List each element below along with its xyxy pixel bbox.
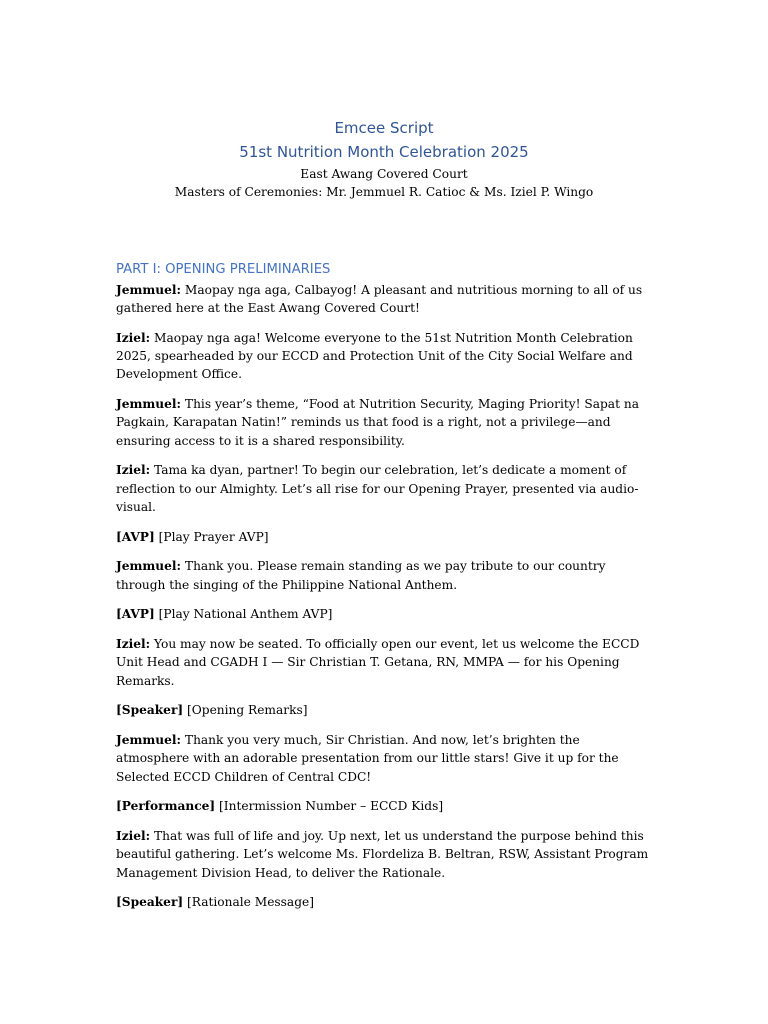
cue-label: [Speaker] [116,895,184,910]
script-body [116,260,656,923]
script-line [116,731,656,786]
script-text: Thank you. Please remain standing as we pay tribute to our country through the singing of the Philippine National Anthem. [116,559,606,592]
cue-line [116,893,656,911]
speaker-label: Jemmuel: [116,397,182,412]
cue-label: [Speaker] [116,703,184,718]
cue-line [116,701,656,719]
script-text: Maopay nga aga! Welcome everyone to the 51st Nutrition Month Celebration 2025, spearheaded by our ECCD and Protection Unit of the City Social Welfare and Development Office. [116,331,633,382]
cue-text: [Opening Remarks] [183,703,308,718]
script-text: Tama ka dyan, partner! To begin our celebration, let’s dedicate a moment of reflection to our Almighty. Let’s all rise for our Opening Prayer, presented via audio-visual. [116,463,639,514]
speaker-label: Iziel: [116,331,151,345]
script-line [116,461,656,516]
document-title: Emcee Script [334,119,434,137]
cue-label: [Performance] [116,799,216,814]
script-text: You may now be seated. To officially open our event, let us welcome the ECCD Unit Head and CGADH I — Sir Christian T. Getana, RN, MMPA — for his Opening Remarks. [116,637,640,688]
script-line [116,281,656,317]
speaker-label: Iziel: [116,463,151,478]
cue-label: [AVP] [116,607,155,622]
masters-of-ceremonies-line: Masters of Ceremonies: Mr. Jemmuel R. Catioc & Ms. Iziel P. Wingo [174,185,594,199]
section-heading-part-1: PART I: OPENING PRELIMINARIES [116,262,331,277]
event-title: 51st Nutrition Month Celebration 2025 [239,143,529,161]
cue-line [116,528,656,546]
script-line [116,557,656,593]
speaker-label: Iziel: [116,637,151,652]
script-text: This year’s theme, “Food at Nutrition Security, Maging Priority! Sapat na Pagkain, Karapatan Natin!” reminds us that food is a right, not a privilege—and ensuring access to it is a shared responsibility. [116,397,639,448]
script-line [116,827,656,882]
script-line [116,635,656,690]
speaker-label: Jemmuel: [116,559,182,574]
script-text: Maopay nga aga, Calbayog! A pleasant and nutritious morning to all of us gathered here at the East Awang Covered Court! [116,283,643,316]
cue-line [116,797,656,815]
cue-label: [AVP] [116,529,155,544]
speaker-label: Jemmuel: [116,283,182,297]
script-line [116,395,656,450]
cue-text: [Intermission Number – ECCD Kids] [215,799,444,814]
script-line [116,329,656,384]
venue-line: East Awang Covered Court [300,167,468,181]
script-text: Thank you very much, Sir Christian. And now, let’s brighten the atmosphere with an adorable presentation from our little stars! Give it up for the Selected ECCD Children of Central CDC! [116,733,619,784]
cue-line [116,605,656,623]
speaker-label: Iziel: [116,829,151,844]
cue-text: [Rationale Message] [183,895,314,910]
cue-text: [Play Prayer AVP] [154,529,269,544]
cue-text: [Play National Anthem AVP] [154,607,333,622]
document-header [0,116,768,201]
script-text: That was full of life and joy. Up next, let us understand the purpose behind this beautiful gathering. Let’s welcome Ms. Flordeliza B. Beltran, RSW, Assistant Program Management Division Head, to deliver the Rationale. [116,829,649,880]
speaker-label: Jemmuel: [116,733,182,748]
